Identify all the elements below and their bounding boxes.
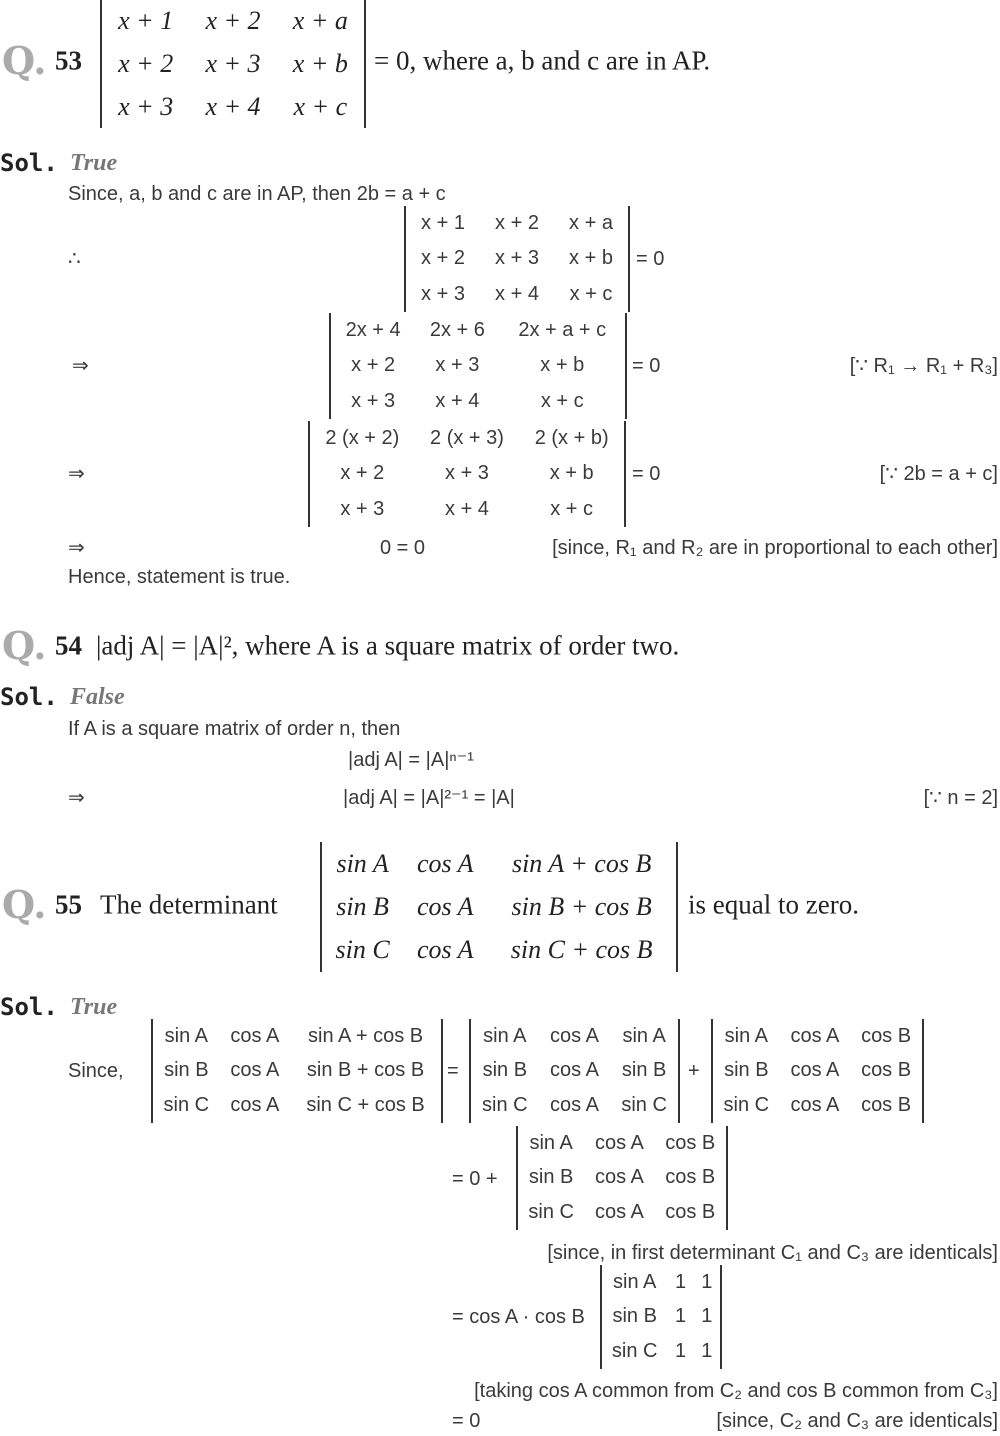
determinant-row	[518, 1195, 726, 1230]
equals-sign: =	[447, 1060, 459, 1082]
determinant-cell: sin C	[528, 1201, 574, 1224]
determinant-cell: sin C	[621, 1094, 667, 1117]
determinant-cell: x + a	[569, 212, 613, 235]
determinant-grid	[153, 1019, 441, 1123]
determinant-cell: x + b	[569, 247, 613, 270]
note: [∵ R₁ → R₁ + R₃]	[849, 355, 998, 377]
determinant-cell: x + b	[540, 354, 585, 377]
determinant-grid	[471, 1019, 678, 1123]
determinant-cell: x + 3	[435, 354, 480, 377]
answer: False	[70, 684, 125, 710]
determinant-cell: 1	[675, 1270, 687, 1293]
determinant-cell: x + 1	[421, 212, 465, 235]
question-text: The determinant	[100, 889, 278, 920]
therefore-symbol: ∴	[68, 248, 81, 270]
solution-line: Since, a, b and c are in AP, then 2b = a + c	[68, 183, 446, 205]
determinant-cell: 2x + 6	[429, 319, 485, 342]
determinant-cell: sin C + cos B	[306, 1094, 425, 1117]
determinant-row	[518, 1161, 726, 1196]
determinant-row	[471, 1054, 678, 1089]
determinant-cell: x + 3	[351, 389, 396, 412]
note: [∵ n = 2]	[923, 787, 998, 809]
step: = 0 +	[452, 1168, 498, 1190]
question-text: = 0, where a, b and c are in AP.	[374, 45, 711, 76]
determinant-row	[322, 929, 676, 972]
determinant-cell: x + 3	[340, 497, 385, 520]
formula: |adj A| = |A|ⁿ⁻¹	[348, 749, 474, 771]
note: [∵ 2b = a + c]	[879, 463, 998, 485]
determinant-grid	[602, 1265, 720, 1369]
determinant	[404, 206, 630, 312]
determinant-row	[102, 0, 364, 43]
determinant-cell: cos A	[550, 1094, 599, 1117]
determinant-cell: x + c	[540, 389, 584, 412]
determinant-cell: x + 2	[205, 6, 261, 36]
question-number: 55	[55, 889, 82, 920]
determinant-cell: 2x + a + c	[518, 319, 607, 342]
step: = cos A · cos B	[452, 1306, 585, 1328]
question-determinant	[100, 0, 366, 128]
determinant-cell: cos A	[550, 1024, 599, 1047]
determinant-row	[471, 1088, 678, 1123]
determinant-cell: sin B	[336, 891, 389, 921]
since-label: Since,	[68, 1060, 124, 1082]
determinant-row	[713, 1019, 922, 1054]
determinant-row	[602, 1300, 720, 1335]
determinant-cell: 2 (x + 3)	[430, 427, 504, 450]
determinant-cell: x + 2	[351, 354, 396, 377]
determinant-row	[713, 1088, 922, 1123]
determinant-cell: sin B	[621, 1059, 667, 1082]
determinant-cell: sin B	[482, 1059, 528, 1082]
determinant-cell: sin A	[336, 848, 389, 878]
determinant-cell: x + 3	[445, 462, 489, 485]
determinant-cell: cos B	[665, 1201, 716, 1224]
determinant-cell: x + a	[292, 6, 348, 36]
determinant-grid	[518, 1126, 726, 1230]
determinant-cell: cos A	[416, 848, 474, 878]
solution-label: Sol.	[0, 993, 58, 1021]
determinant-cell: cos A	[790, 1094, 840, 1117]
determinant-cell: sin C	[723, 1094, 770, 1117]
determinant-row	[322, 885, 676, 928]
determinant-row	[602, 1334, 720, 1369]
determinant-cell: x + 2	[421, 247, 465, 270]
determinant-cell: cos A	[230, 1024, 280, 1047]
determinant-cell: sin B + cos B	[511, 891, 652, 921]
determinant-cell: x + 3	[205, 48, 261, 78]
determinant-cell: cos B	[861, 1059, 912, 1082]
determinant-cell: sin C	[335, 935, 390, 965]
determinant-cell: x + b	[549, 462, 594, 485]
determinant-row	[331, 348, 625, 383]
determinant-cell: sin A	[164, 1024, 208, 1047]
determinant-row	[102, 85, 364, 128]
determinant-cell: sin A + cos B	[308, 1024, 424, 1047]
determinant-cell: x + 1	[118, 6, 174, 36]
determinant-cell: 1	[675, 1305, 687, 1328]
question-mark: Q.	[2, 882, 47, 927]
determinant-row	[310, 456, 624, 491]
determinant-cell: x + c	[550, 497, 594, 520]
determinant-cell: cos A	[550, 1059, 599, 1082]
note: [since, R₁ and R₂ are in proportional to each other]	[552, 537, 998, 559]
determinant-cell: 2 (x + 2)	[325, 427, 400, 450]
determinant-cell: sin B	[528, 1166, 574, 1189]
determinant-cell: cos A	[594, 1131, 644, 1154]
determinant	[469, 1019, 680, 1123]
determinant-cell: sin A	[622, 1024, 666, 1047]
determinant-cell: cos A	[230, 1059, 280, 1082]
determinant-grid	[406, 206, 628, 312]
implies-symbol: ⇒	[68, 537, 85, 559]
determinant-cell: 1	[701, 1340, 713, 1363]
determinant-row	[331, 384, 625, 419]
determinant-grid	[322, 842, 676, 972]
determinant-cell: x + 2	[118, 48, 174, 78]
implies-symbol: ⇒	[72, 355, 89, 377]
determinant-cell: sin A	[529, 1131, 573, 1154]
determinant-cell: cos A	[790, 1059, 840, 1082]
formula: |adj A| = |A|²⁻¹ = |A|	[343, 787, 515, 809]
determinant-cell: x + c	[569, 282, 613, 305]
determinant-cell: sin C	[482, 1094, 528, 1117]
answer: True	[70, 150, 118, 176]
determinant-cell: x + 4	[445, 497, 489, 520]
determinant-cell: cos A	[594, 1201, 644, 1224]
determinant-row	[153, 1019, 441, 1054]
determinant-cell: sin A	[613, 1270, 657, 1293]
note: [since, in first determinant C₁ and C₃ are identicals]	[547, 1242, 998, 1264]
determinant-row	[153, 1054, 441, 1089]
determinant-grid	[713, 1019, 922, 1123]
determinant-cell: x + 4	[205, 91, 261, 121]
determinant-cell: 1	[675, 1340, 687, 1363]
determinant-cell: cos A	[230, 1094, 280, 1117]
determinant-cell: x + b	[292, 48, 348, 78]
question-number: 53	[55, 45, 82, 76]
determinant-row	[153, 1088, 441, 1123]
determinant-cell: sin A + cos B	[511, 848, 652, 878]
determinant-grid	[102, 0, 364, 128]
implies-symbol: ⇒	[68, 787, 85, 809]
determinant-cell: cos B	[665, 1166, 716, 1189]
question-mark: Q.	[2, 623, 47, 668]
determinant-cell: x + 2	[495, 212, 539, 235]
determinant-cell: 2 (x + b)	[534, 427, 609, 450]
question-text: is equal to zero.	[688, 889, 859, 920]
plus-sign: +	[688, 1060, 700, 1082]
determinant	[151, 1019, 443, 1123]
determinant-cell: cos A	[416, 935, 474, 965]
determinant-row	[322, 842, 676, 885]
determinant-cell: cos B	[665, 1131, 716, 1154]
determinant	[600, 1265, 722, 1369]
determinant-cell: 1	[701, 1270, 713, 1293]
determinant-cell: sin B + cos B	[306, 1059, 425, 1082]
solution-line: If A is a square matrix of order n, then	[68, 718, 401, 740]
determinant-row	[602, 1265, 720, 1300]
note: [taking cos A common from C₂ and cos B common from C₃]	[474, 1380, 998, 1402]
determinant-cell: x + 2	[340, 462, 385, 485]
determinant-cell: x + 3	[495, 247, 539, 270]
determinant-cell: cos B	[861, 1024, 912, 1047]
determinant	[516, 1126, 728, 1230]
determinant-cell: cos A	[790, 1024, 840, 1047]
note: [since, C₂ and C₃ are identicals]	[716, 1410, 998, 1432]
solution-label: Sol.	[0, 149, 58, 177]
implies-symbol: ⇒	[68, 463, 85, 485]
equals-zero: = 0	[632, 355, 661, 377]
determinant-cell: x + 3	[421, 282, 465, 305]
determinant-row	[471, 1019, 678, 1054]
answer: True	[70, 994, 118, 1020]
determinant-cell: sin B	[164, 1059, 209, 1082]
determinant-cell: cos A	[416, 891, 474, 921]
determinant-cell: 1	[701, 1305, 713, 1328]
determinant-row	[518, 1126, 726, 1161]
determinant-row	[406, 277, 628, 312]
determinant-cell: sin C	[163, 1094, 210, 1117]
result: 0 = 0	[380, 537, 426, 559]
determinant-cell: x + c	[293, 91, 348, 121]
determinant-row	[310, 421, 624, 456]
determinant-row	[310, 492, 624, 527]
determinant-cell: sin B	[612, 1305, 657, 1328]
determinant-cell: cos B	[861, 1094, 912, 1117]
determinant-cell: x + 4	[435, 389, 480, 412]
question-determinant	[320, 842, 678, 972]
question-number: 54	[55, 630, 82, 661]
determinant-cell: x + 3	[118, 91, 174, 121]
determinant-grid	[331, 313, 625, 419]
question-text: |adj A| = |A|², where A is a square matrix of order two.	[96, 630, 680, 661]
determinant-cell: cos A	[594, 1166, 644, 1189]
determinant-cell: 2x + 4	[345, 319, 401, 342]
determinant-cell: sin B	[724, 1059, 769, 1082]
determinant	[711, 1019, 924, 1123]
equals-zero: = 0	[632, 463, 661, 485]
determinant-cell: sin A	[724, 1024, 768, 1047]
determinant-row	[713, 1054, 922, 1089]
determinant	[308, 421, 626, 527]
equals-zero: = 0	[636, 248, 665, 270]
conclusion: Hence, statement is true.	[68, 566, 291, 588]
determinant-cell: sin C	[611, 1340, 658, 1363]
determinant-row	[102, 43, 364, 86]
determinant-row	[406, 241, 628, 276]
solution-label: Sol.	[0, 683, 58, 711]
step: = 0	[452, 1410, 481, 1432]
determinant-cell: x + 4	[495, 282, 539, 305]
determinant-row	[406, 206, 628, 241]
determinant-cell: sin A	[483, 1024, 527, 1047]
question-mark: Q.	[2, 38, 47, 83]
determinant-grid	[310, 421, 624, 527]
determinant-row	[331, 313, 625, 348]
determinant	[329, 313, 627, 419]
determinant-cell: sin C + cos B	[510, 935, 653, 965]
